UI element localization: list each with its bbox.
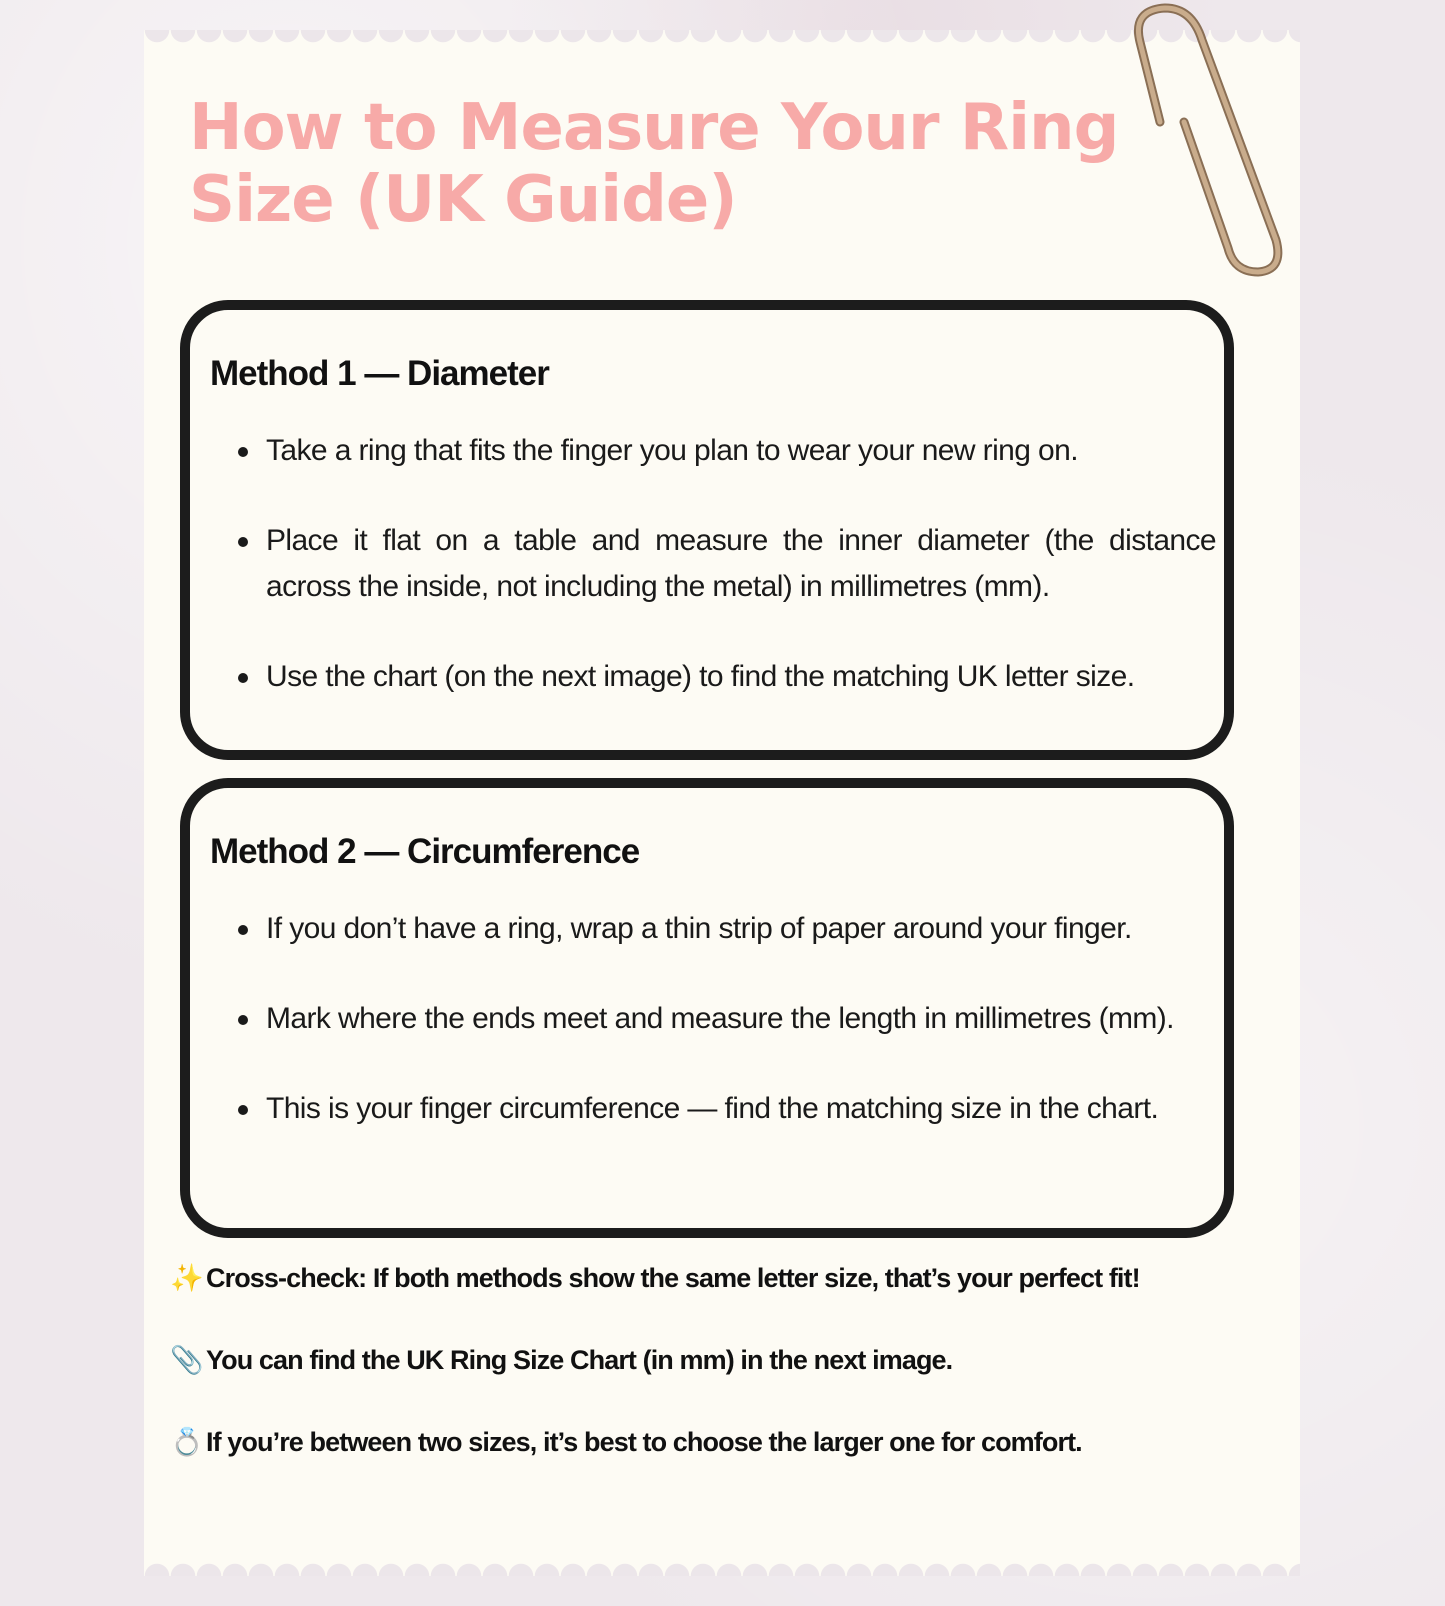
method-1-heading: Method 1 — Diameter [210, 354, 549, 393]
method-2-step-2: Mark where the ends meet and measure the length in millimetres (mm). [236, 996, 1216, 1042]
cross-check-note [170, 1262, 1140, 1294]
method-2-steps [236, 906, 1216, 1176]
scalloped-edge-top [144, 30, 1300, 46]
method-2-box [180, 778, 1234, 1238]
guide-card [144, 30, 1300, 1576]
method-2-step-3: This is your finger circumference — find the matching size in the chart. [236, 1086, 1216, 1132]
method-1-step-2: Place it flat on a table and measure the inner diameter (the distance across the inside, not including the metal) in millimetres (mm). [236, 518, 1216, 610]
sparkles-icon: ✨ [170, 1263, 203, 1294]
method-1-box [180, 300, 1234, 760]
method-1-step-1: Take a ring that fits the finger you plan to wear your new ring on. [236, 428, 1216, 474]
paperclip-decoration-icon [1130, 2, 1300, 282]
scalloped-edge-bottom [144, 1560, 1300, 1576]
page-title: How to Measure Your Ring Size (UK Guide) [189, 91, 1119, 237]
between-sizes-note [170, 1426, 1082, 1458]
between-sizes-text: If you’re between two sizes, it’s best to choose the larger one for comfort. [206, 1427, 1082, 1457]
chart-reference-note [170, 1344, 952, 1376]
cross-check-text: Cross-check: If both methods show the same letter size, that’s your perfect fit! [206, 1263, 1140, 1293]
method-1-step-3: Use the chart (on the next image) to find the matching UK letter size. [236, 654, 1216, 700]
chart-reference-text: You can find the UK Ring Size Chart (in mm) in the next image. [206, 1345, 953, 1375]
method-2-step-1: If you don’t have a ring, wrap a thin strip of paper around your finger. [236, 906, 1216, 952]
paperclip-icon: 📎 [170, 1345, 203, 1376]
method-2-heading: Method 2 — Circumference [210, 832, 640, 871]
ring-icon: 💍 [170, 1427, 203, 1458]
method-1-steps [236, 428, 1216, 744]
